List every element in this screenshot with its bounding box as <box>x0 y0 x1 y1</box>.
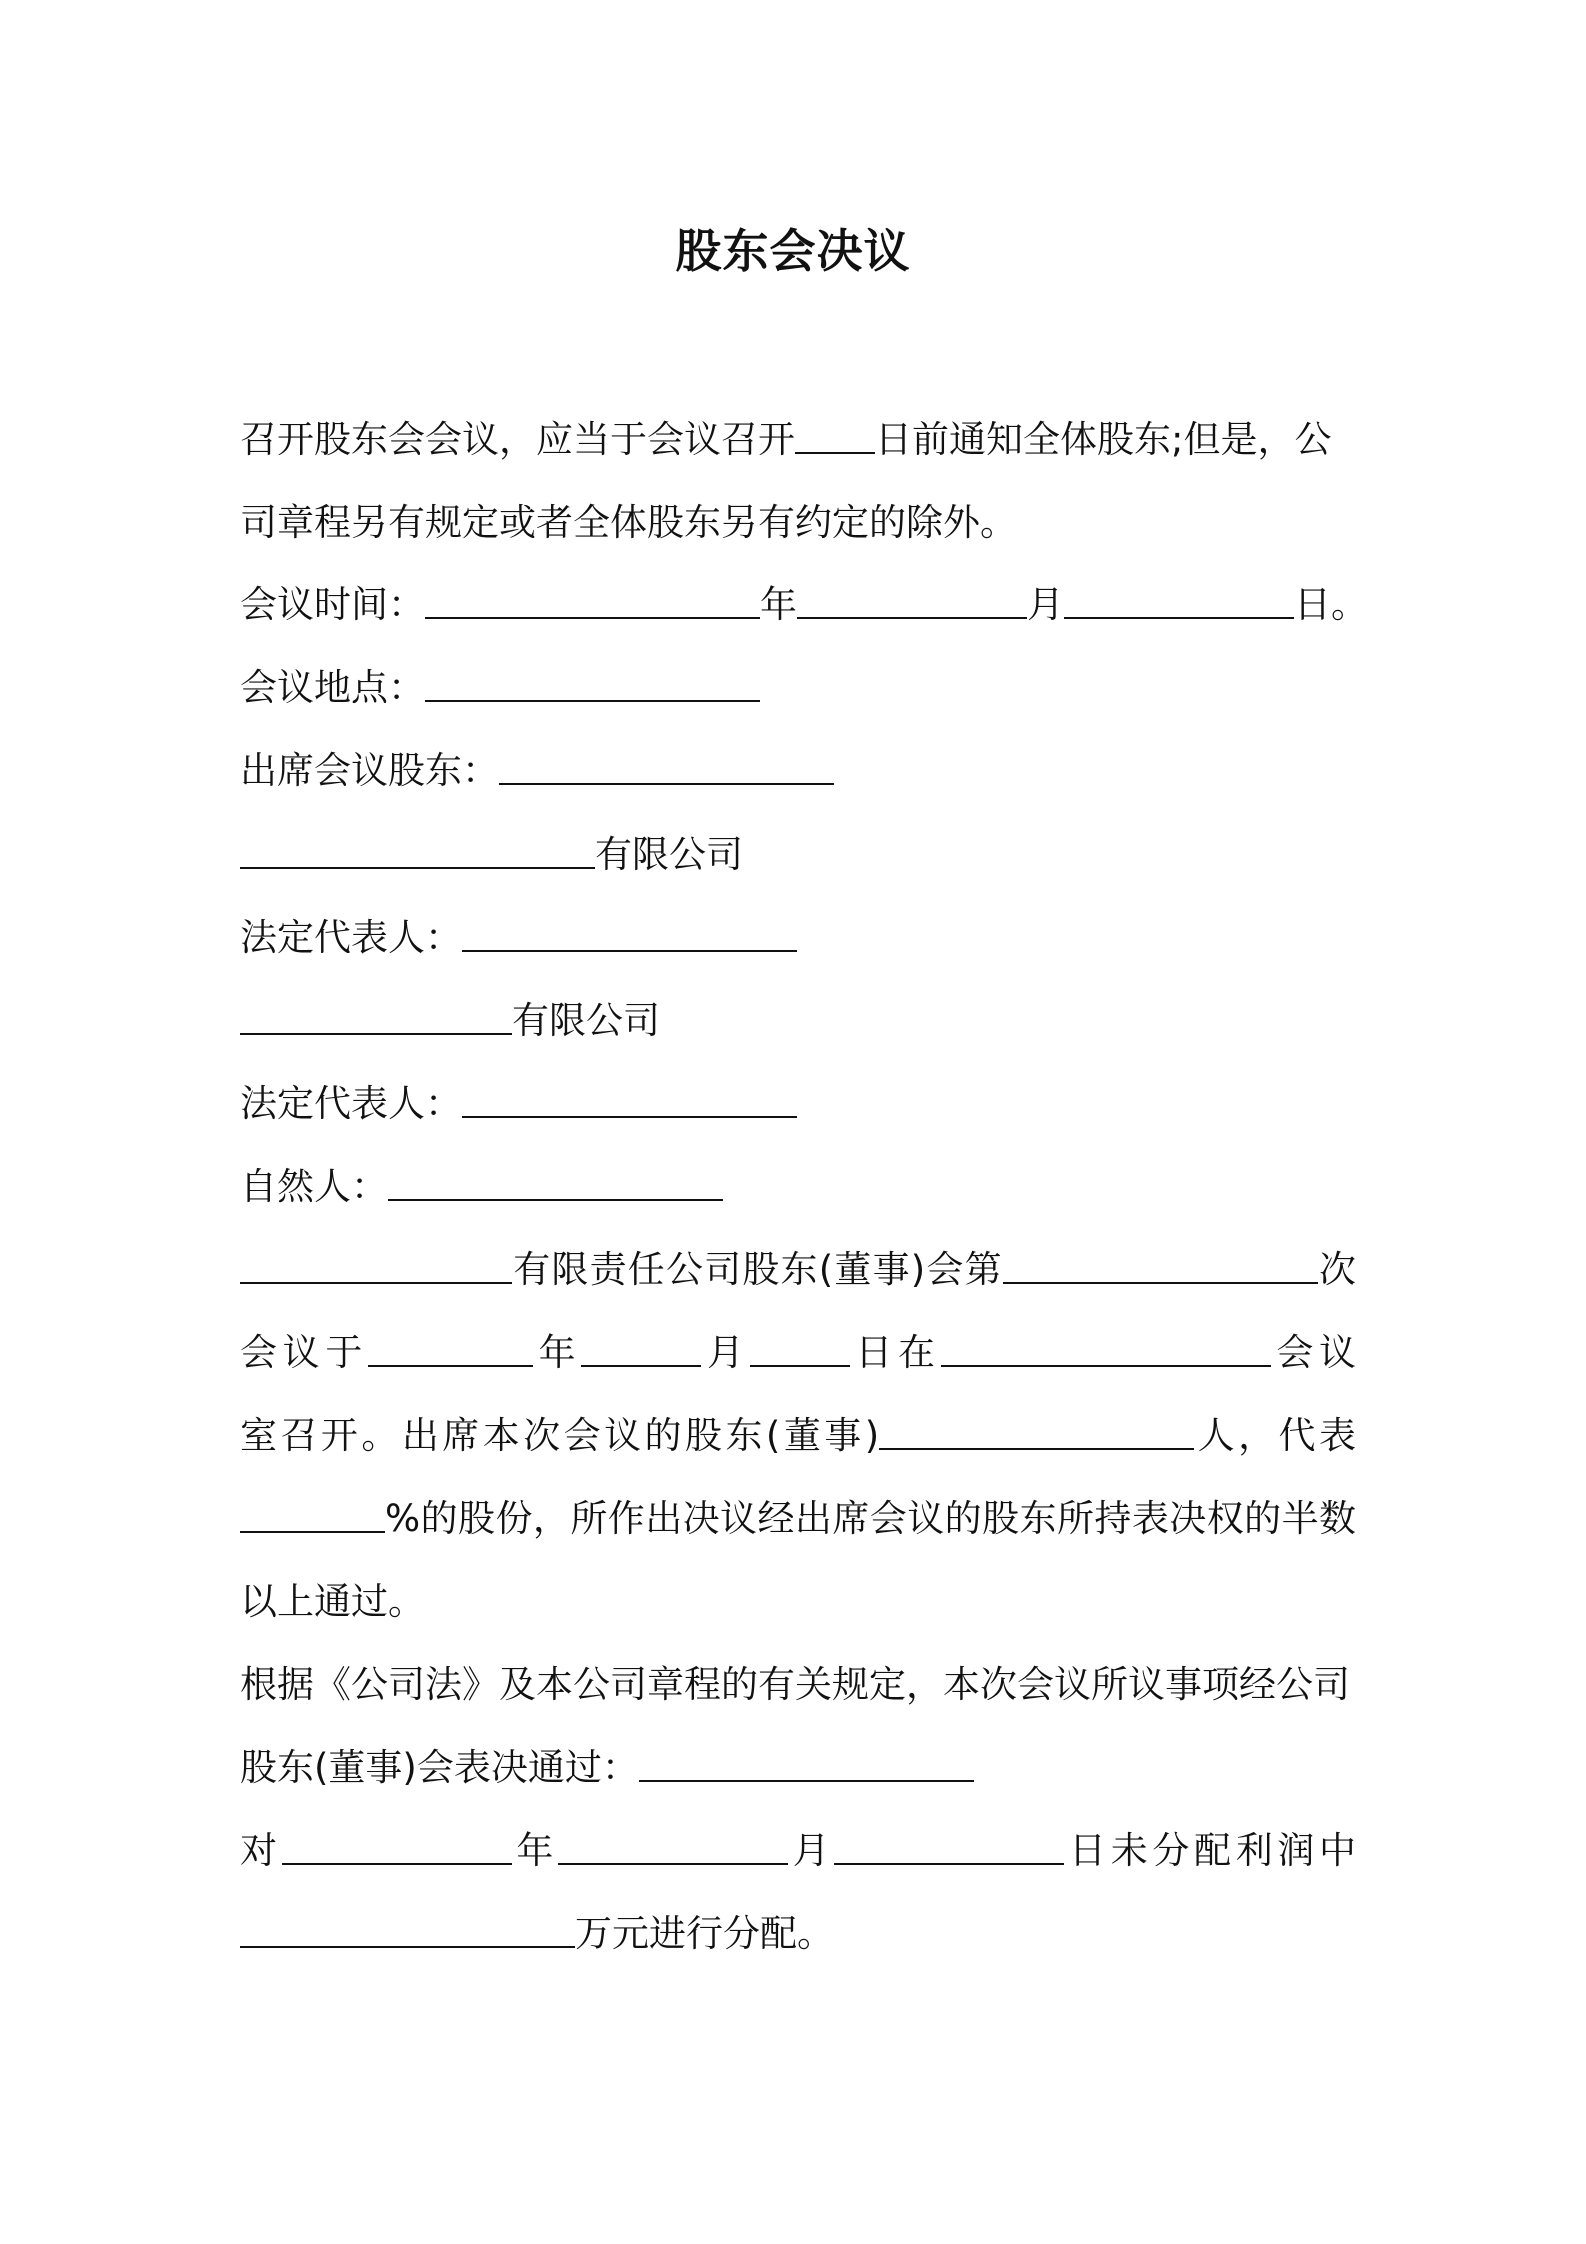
body-line-3 <box>240 1411 1356 1461</box>
body-line-2 <box>240 1328 1356 1378</box>
attendees-line <box>240 746 1356 796</box>
resolution-line-2 <box>240 1743 1356 1793</box>
body-line-4 <box>240 1494 1356 1544</box>
meeting-year-text: 年 <box>760 583 797 626</box>
resolution-line-3 <box>240 1826 1356 1876</box>
meeting-time-label: 会议时间： <box>240 583 425 626</box>
notice-line-1 <box>240 415 1356 465</box>
company-2-rep-label: 法定代表人： <box>240 1082 462 1125</box>
resolution-line-4 <box>240 1909 1356 1959</box>
resolution-l4: 万元进行分配。 <box>575 1912 834 1955</box>
meeting-month-text: 月 <box>1027 583 1064 626</box>
body-l2-b: 年 <box>533 1331 582 1374</box>
attendees-blank <box>499 749 834 785</box>
profit-day-blank <box>834 1829 1064 1865</box>
body-place-blank <box>941 1331 1271 1367</box>
company-2-rep-line <box>240 1079 1356 1129</box>
resolution-label: 股东(董事)会表决通过： <box>240 1746 639 1789</box>
profit-month-blank <box>558 1829 788 1865</box>
resolution-l3-a: 对 <box>240 1829 282 1872</box>
resolution-l3-d: 日未分配利润中 <box>1064 1829 1357 1872</box>
meeting-time-line <box>240 580 1368 630</box>
body-day-blank <box>750 1331 850 1367</box>
body-year-blank <box>368 1331 533 1367</box>
meeting-place-blank <box>425 666 760 702</box>
body-l3-b: 人，代表 <box>1194 1414 1356 1457</box>
resolution-l3-c: 月 <box>788 1829 835 1872</box>
meeting-year-blank <box>425 583 760 619</box>
body-l2-e: 会议 <box>1270 1331 1357 1374</box>
notice-text-a: 召开股东会会议，应当于会议召开 <box>240 418 795 461</box>
company-2-line <box>240 996 1356 1046</box>
body-l2-d: 日在 <box>849 1331 941 1374</box>
notice-days-blank <box>795 418 875 454</box>
body-line-5: 以上通过。 <box>240 1580 425 1623</box>
natural-person-line <box>240 1162 1356 1212</box>
company-1-rep-line <box>240 913 1356 963</box>
body-l3-a: 室召开。出席本次会议的股东(董事) <box>240 1414 880 1457</box>
meeting-day-blank <box>1064 583 1294 619</box>
company-1-line <box>240 830 1356 880</box>
share-percent-blank <box>240 1497 385 1533</box>
meeting-month-blank <box>797 583 1027 619</box>
body-l2-c: 月 <box>701 1331 750 1374</box>
attendee-count-blank <box>879 1414 1194 1450</box>
natural-person-blank <box>388 1165 723 1201</box>
profit-year-blank <box>282 1829 512 1865</box>
document-title: 股东会决议 <box>675 224 911 278</box>
session-number-blank <box>1003 1248 1318 1284</box>
meeting-place-line <box>240 663 1356 713</box>
attendees-label: 出席会议股东： <box>240 749 499 792</box>
company-1-suffix: 有限公司 <box>595 833 743 876</box>
resolution-blank <box>639 1746 974 1782</box>
body-l4-a: %的股份，所作出决议经出席会议的股东所持表决权的半数 <box>385 1497 1356 1540</box>
meeting-place-label: 会议地点： <box>240 666 425 709</box>
body-l1-b: 次 <box>1317 1248 1357 1291</box>
company-name-blank <box>240 1248 512 1284</box>
resolution-line-1: 根据《公司法》及本公司章程的有关规定，本次会议所议事项经公司 <box>240 1663 1350 1706</box>
company-2-rep-blank <box>462 1082 797 1118</box>
body-line-1 <box>240 1245 1356 1295</box>
meeting-day-text: 日。 <box>1294 583 1368 626</box>
body-l2-a: 会议于 <box>240 1331 368 1374</box>
company-2-name-blank <box>240 999 512 1035</box>
notice-line-2: 司章程另有规定或者全体股东另有约定的除外。 <box>240 501 1017 544</box>
company-1-rep-blank <box>462 916 797 952</box>
body-month-blank <box>581 1331 701 1367</box>
company-2-suffix: 有限公司 <box>512 999 660 1042</box>
body-l1-a: 有限责任公司股东(董事)会第 <box>512 1248 1003 1291</box>
company-1-rep-label: 法定代表人： <box>240 916 462 959</box>
natural-person-label: 自然人： <box>240 1165 388 1208</box>
amount-blank <box>240 1912 575 1948</box>
notice-text-b: 日前通知全体股东;但是，公 <box>875 418 1332 461</box>
resolution-l3-b: 年 <box>511 1829 559 1872</box>
company-1-name-blank <box>240 833 595 869</box>
